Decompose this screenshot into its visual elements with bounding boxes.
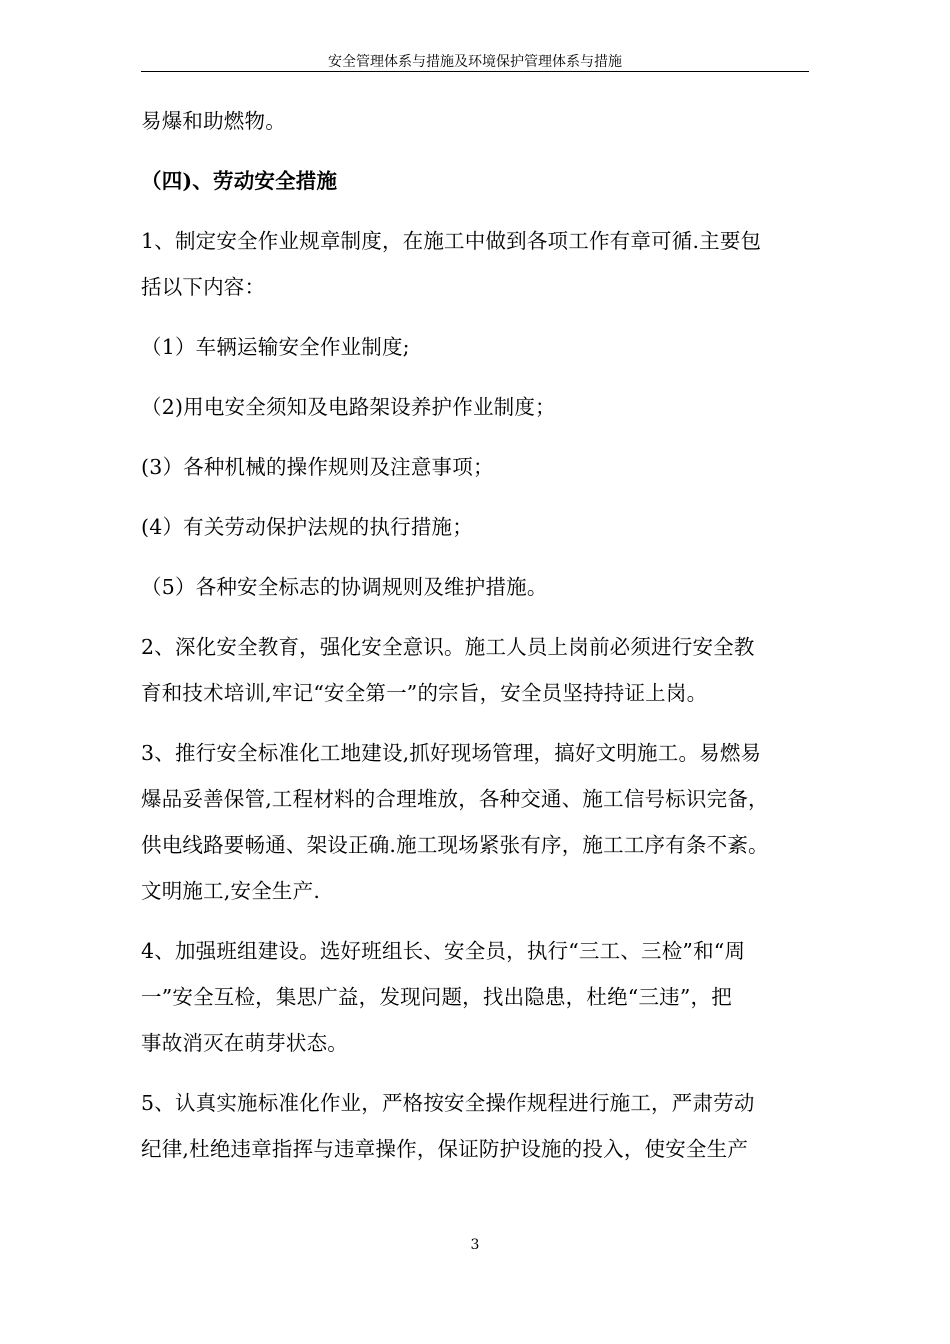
list-item: (4）有关劳动保护法规的执行措施； [141,515,473,539]
list-item: (3）各种机械的操作规则及注意事项； [141,455,494,479]
text-line: 5、认真实施标准化作业，严格按安全操作规程进行施工，严肃劳动 [141,1091,755,1115]
text-line: 4、加强班组建设。选好班组长、安全员，执行“三工、三检”和“周 [141,939,746,963]
header-rule [141,71,809,72]
text-line: 括以下内容： [141,275,266,299]
running-header: 安全管理体系与措施及环境保护管理体系与措施 [328,54,622,70]
body-text [141,98,831,1172]
list-item: （1）车辆运输安全作业制度; [141,335,410,359]
text-line: 文明施工,安全生产. [141,879,321,903]
list-item: （2)用电安全须知及电路架设养护作业制度； [141,395,556,419]
text-line: 2、深化安全教育，强化安全意识。施工人员上岗前必须进行安全教 [141,635,755,659]
text-line: 纪律,杜绝违章指挥与违章操作，保证防护设施的投入，使安全生产 [141,1137,749,1161]
text-line: 3、推行安全标准化工地建设,抓好现场管理，搞好文明施工。易燃易 [141,741,762,765]
text-line: 易爆和助燃物。 [141,109,286,133]
text-line: 事故消灭在萌芽状态。 [141,1031,348,1055]
text-line: 爆品妥善保管,工程材料的合理堆放，各种交通、施工信号标识完备， [141,787,769,811]
page-number: 3 [470,1237,480,1253]
text-line: 1、制定安全作业规章制度，在施工中做到各项工作有章可循.主要包 [141,229,762,253]
text-line: 一”安全互检，集思广益，发现问题，找出隐患，杜绝“三违”，把 [141,985,732,1009]
section-heading: （四)、劳动安全措施 [141,169,338,193]
list-item: （5）各种安全标志的协调规则及维护措施。 [141,575,548,599]
text-line: 育和技术培训,牢记“安全第一”的宗旨，安全员坚持持证上岗。 [141,681,708,705]
text-line: 供电线路要畅通、架设正确.施工现场紧张有序，施工工序有条不紊。 [141,833,769,857]
